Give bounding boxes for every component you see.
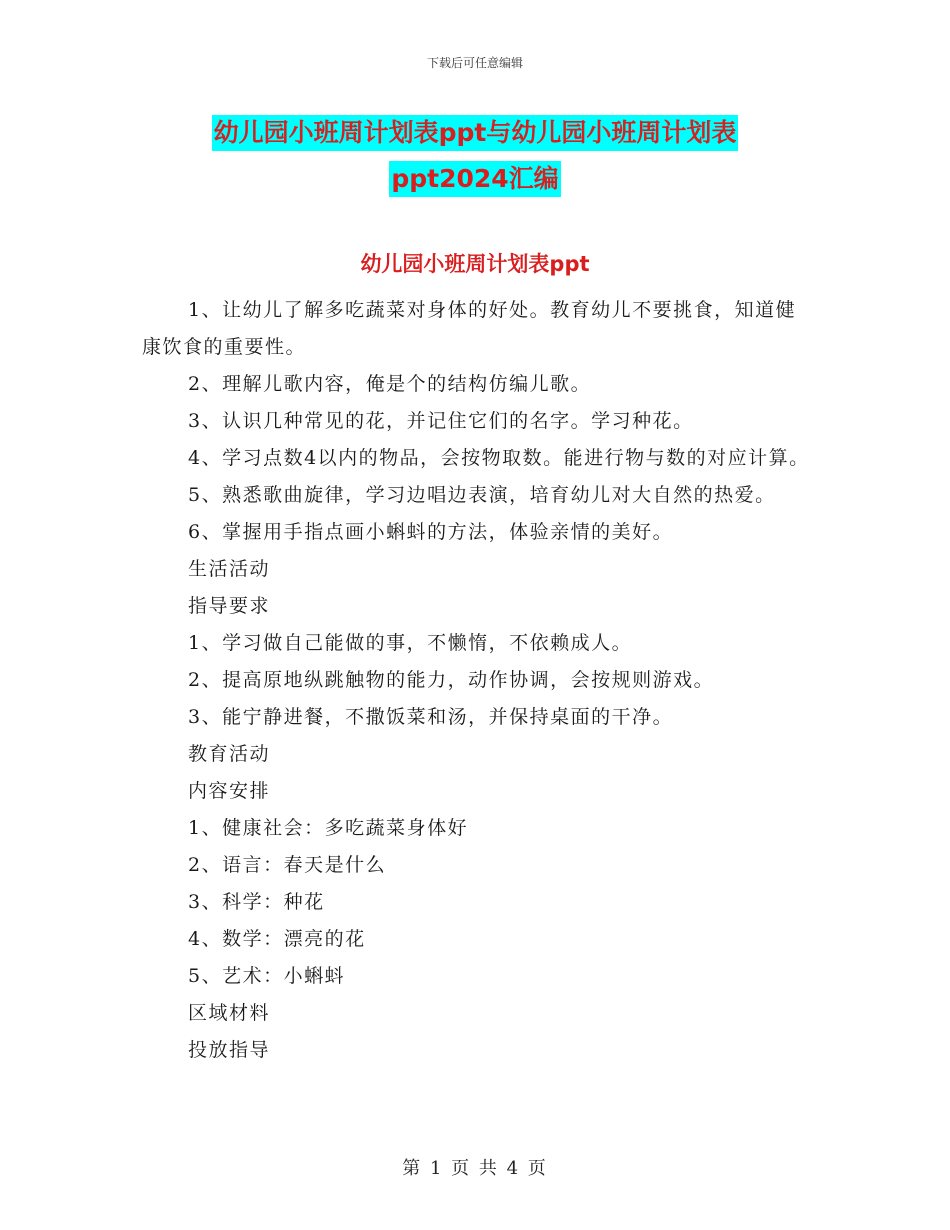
paragraph: 5、熟悉歌曲旋律，学习边唱边表演，培育幼儿对大自然的热爱。 (188, 484, 776, 506)
section-subtitle: 幼儿园小班周计划表ppt (360, 252, 590, 276)
section-heading: 指导要求 (188, 595, 271, 617)
paragraph: 6、掌握用手指点画小蝌蚪的方法，体验亲情的美好。 (188, 521, 674, 543)
list-item: 1、健康社会：多吃蔬菜身体好 (188, 817, 469, 839)
list-item: 3、能宁静进餐，不撒饭菜和汤，并保持桌面的干净。 (188, 706, 674, 728)
list-item: 5、艺术：小蝌蚪 (188, 965, 346, 987)
section-heading: 投放指导 (188, 1039, 271, 1061)
paragraph: 1、让幼儿了解多吃蔬菜对身体的好处。教育幼儿不要挑食，知道健康饮食的重要性。 (142, 299, 797, 358)
section-heading: 内容安排 (188, 780, 271, 802)
list-item: 2、语言：春天是什么 (188, 854, 387, 876)
list-item: 2、提高原地纵跳触物的能力，动作协调，会按规则游戏。 (188, 669, 715, 691)
paragraph: 3、认识几种常见的花，并记住它们的名字。学习种花。 (188, 410, 694, 432)
section-heading: 教育活动 (188, 743, 271, 765)
page-footer: 第 1 页 共 4 页 (402, 1158, 548, 1179)
document-title (0, 110, 950, 202)
section-heading: 生活活动 (188, 558, 271, 580)
paragraph: 2、理解儿歌内容，俺是个的结构仿编儿歌。 (188, 373, 592, 395)
body-content (142, 292, 810, 1069)
list-item: 4、数学：漂亮的花 (188, 928, 366, 950)
list-item: 3、科学：种花 (188, 891, 325, 913)
header-note: 下载后可任意编辑 (426, 56, 523, 70)
section-heading: 区域材料 (188, 1002, 271, 1024)
list-item: 1、学习做自己能做的事，不懒惰，不依赖成人。 (188, 632, 633, 654)
title-line-1: 幼儿园小班周计划表ppt与幼儿园小班周计划表 (212, 115, 739, 151)
title-line-2: ppt2024汇编 (389, 161, 560, 197)
paragraph: 4、学习点数4以内的物品，会按物取数。能进行物与数的对应计算。 (188, 447, 810, 469)
